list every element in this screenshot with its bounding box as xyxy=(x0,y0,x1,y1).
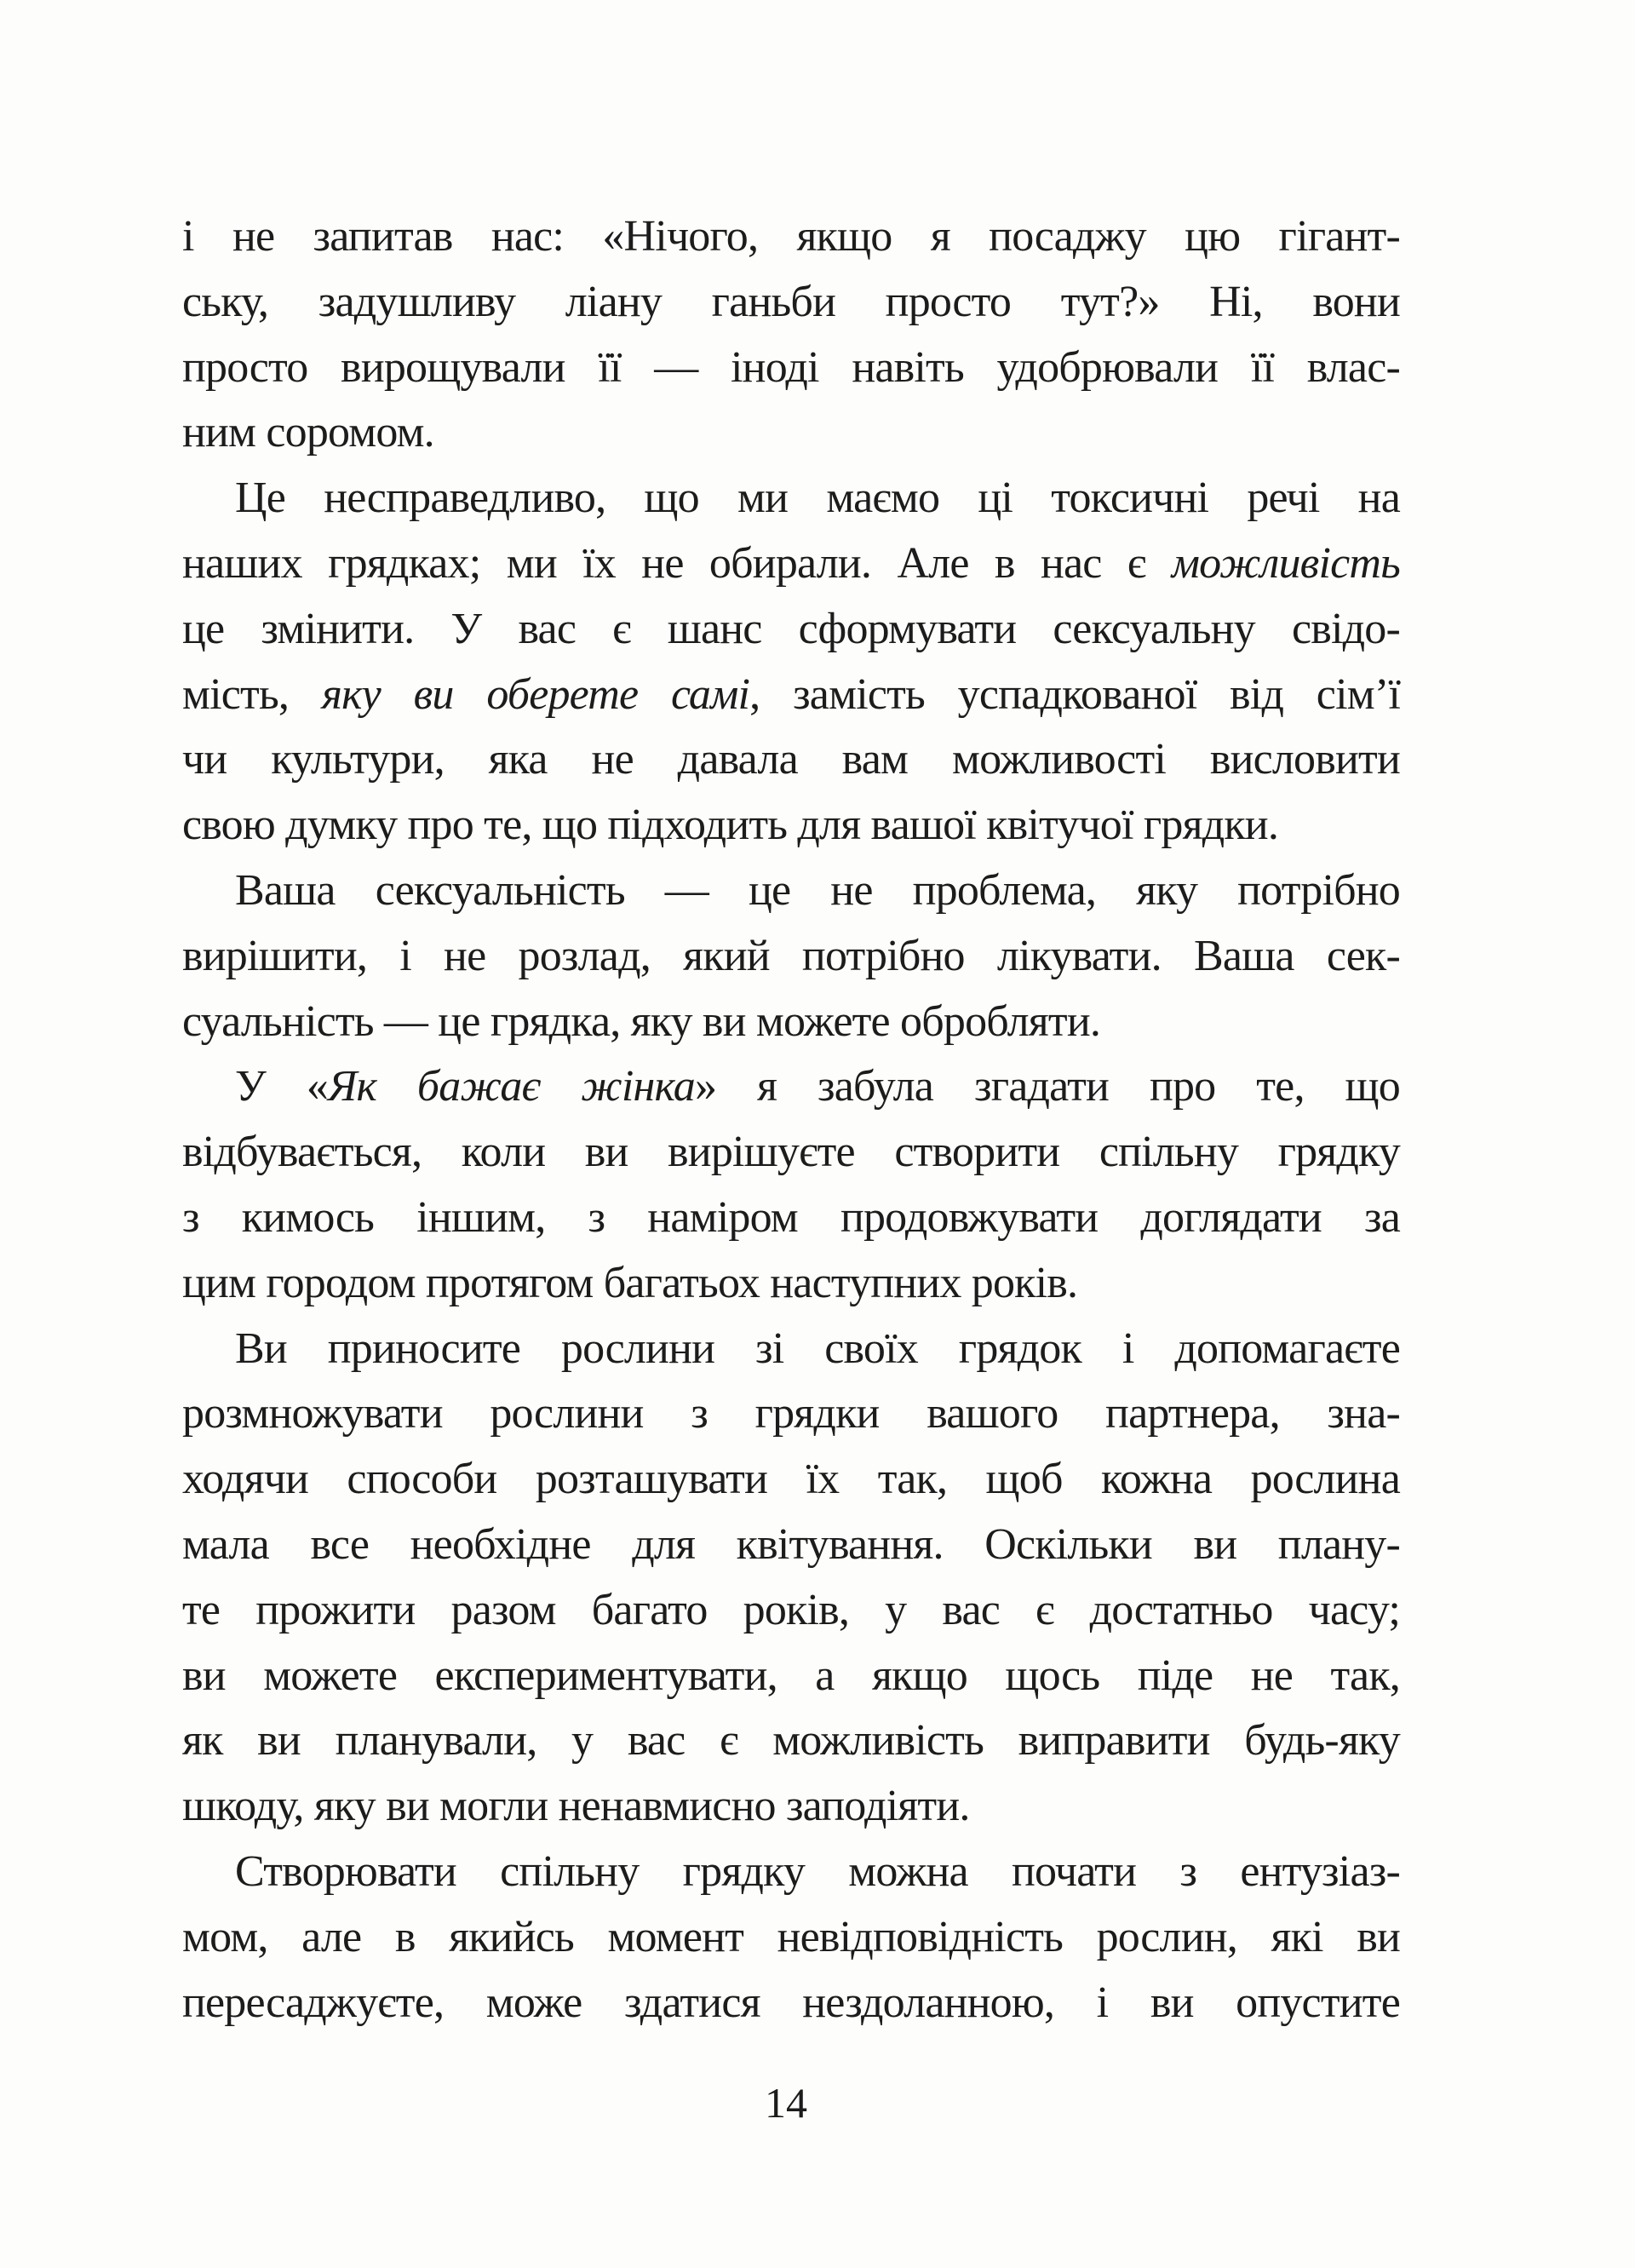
text-segment: Це несправедливо, що ми маємо ці токсичні речі на xyxy=(235,474,1400,523)
paragraph xyxy=(182,1054,1400,1316)
text-segment: суальність — це грядка, яку ви можете обробляти. xyxy=(182,996,1101,1046)
text-line xyxy=(182,1447,1400,1513)
text-segment: Створювати спільну грядку можна почати з ентузіаз- xyxy=(235,1846,1400,1896)
text-segment: шкоду, яку ви могли ненавмисно заподіяти. xyxy=(182,1782,970,1831)
text-line xyxy=(182,1513,1400,1578)
text-line xyxy=(182,1971,1400,2036)
text-segment: те прожити разом багато років, у вас є достатньо часу; xyxy=(182,1585,1400,1634)
text-line xyxy=(182,1054,1400,1120)
text-segment: просто вирощували її — іноді навіть удобрювали її влас- xyxy=(182,342,1400,392)
text-segment: як ви планували, у вас є можливість виправити будь-яку xyxy=(182,1716,1400,1766)
text-line xyxy=(182,531,1400,597)
text-segment: чи культури, яка не давала вам можливості висловити xyxy=(182,735,1400,784)
text-line xyxy=(182,1774,1400,1840)
paragraph xyxy=(182,1840,1400,2035)
paragraph xyxy=(182,858,1400,1054)
text-segment: Ваша сексуальність — це не проблема, яку потрібно xyxy=(235,865,1400,915)
text-line xyxy=(182,1251,1400,1317)
italic-text: яку ви оберете самі xyxy=(321,669,750,719)
text-line xyxy=(182,1578,1400,1644)
text-segment: , замість успадкованої від сім’ї xyxy=(749,669,1401,719)
text-line xyxy=(182,793,1400,858)
text-segment: розмножувати рослини з грядки вашого партнера, зна- xyxy=(182,1389,1400,1438)
text-segment: Ви приносите рослини зі своїх грядок і допомагаєте xyxy=(235,1323,1400,1373)
text-segment: з кимось іншим, з наміром продовжувати доглядати за xyxy=(182,1192,1400,1242)
paragraph xyxy=(182,1317,1400,1840)
text-segment: вирішити, і не розлад, який потрібно лікувати. Ваша сек- xyxy=(182,931,1400,980)
text-line xyxy=(182,466,1400,531)
text-segment: ним соромом. xyxy=(182,408,434,457)
text-line xyxy=(182,990,1400,1055)
text-segment: ходячи способи розташувати їх так, щоб кожна рослина xyxy=(182,1455,1400,1504)
text-line xyxy=(182,270,1400,336)
text-line xyxy=(182,1644,1400,1709)
text-line xyxy=(182,858,1400,924)
page-number: 14 xyxy=(765,2079,807,2127)
text-segment: і не запитав нас: «Нічого, якщо я посаджу цю гігант- xyxy=(182,212,1400,261)
text-segment: ську, задушливу ліану ганьби просто тут?» Ні, вони xyxy=(182,277,1400,326)
text-segment: наших грядках; ми їх не обирали. Але в нас є xyxy=(182,538,1172,588)
text-line xyxy=(182,1905,1400,1971)
text-segment: це змінити. У вас є шанс сформувати сексуальну свідо- xyxy=(182,604,1400,653)
text-segment: мом, але в якийсь момент невідповідність рослин, які ви xyxy=(182,1912,1400,1961)
text-line xyxy=(182,1708,1400,1774)
text-segment: свою думку про те, що підходить для вашої квітучої грядки. xyxy=(182,801,1279,850)
text-line xyxy=(182,336,1400,401)
paragraph xyxy=(182,466,1400,858)
text-segment: цим городом протягом багатьох наступних років. xyxy=(182,1258,1078,1307)
text-line xyxy=(182,400,1400,466)
text-segment: пересаджуєте, може здатися нездоланною, і ви опустите xyxy=(182,1978,1400,2027)
text-segment: У « xyxy=(235,1062,329,1111)
italic-text: можливість xyxy=(1171,538,1400,588)
text-segment: мість, xyxy=(182,669,322,719)
text-line xyxy=(182,204,1400,270)
text-line xyxy=(182,1186,1400,1251)
text-line xyxy=(182,1120,1400,1186)
text-line xyxy=(182,1381,1400,1447)
body-text xyxy=(182,204,1400,2035)
text-segment: відбувається, коли ви вирішуєте створити спільну грядку xyxy=(182,1128,1400,1177)
italic-text: Як бажає жінка xyxy=(328,1062,695,1111)
text-line xyxy=(182,727,1400,793)
text-line xyxy=(182,924,1400,990)
text-segment: » я забула згадати про те, що xyxy=(694,1062,1400,1111)
text-line xyxy=(182,1317,1400,1382)
text-line xyxy=(182,1840,1400,1905)
text-line xyxy=(182,597,1400,663)
paragraph xyxy=(182,204,1400,466)
text-line xyxy=(182,663,1400,728)
text-segment: мала все необхідне для квітування. Оскільки ви плану- xyxy=(182,1519,1400,1569)
text-segment: ви можете експериментувати, а якщо щось піде не так, xyxy=(182,1651,1400,1700)
